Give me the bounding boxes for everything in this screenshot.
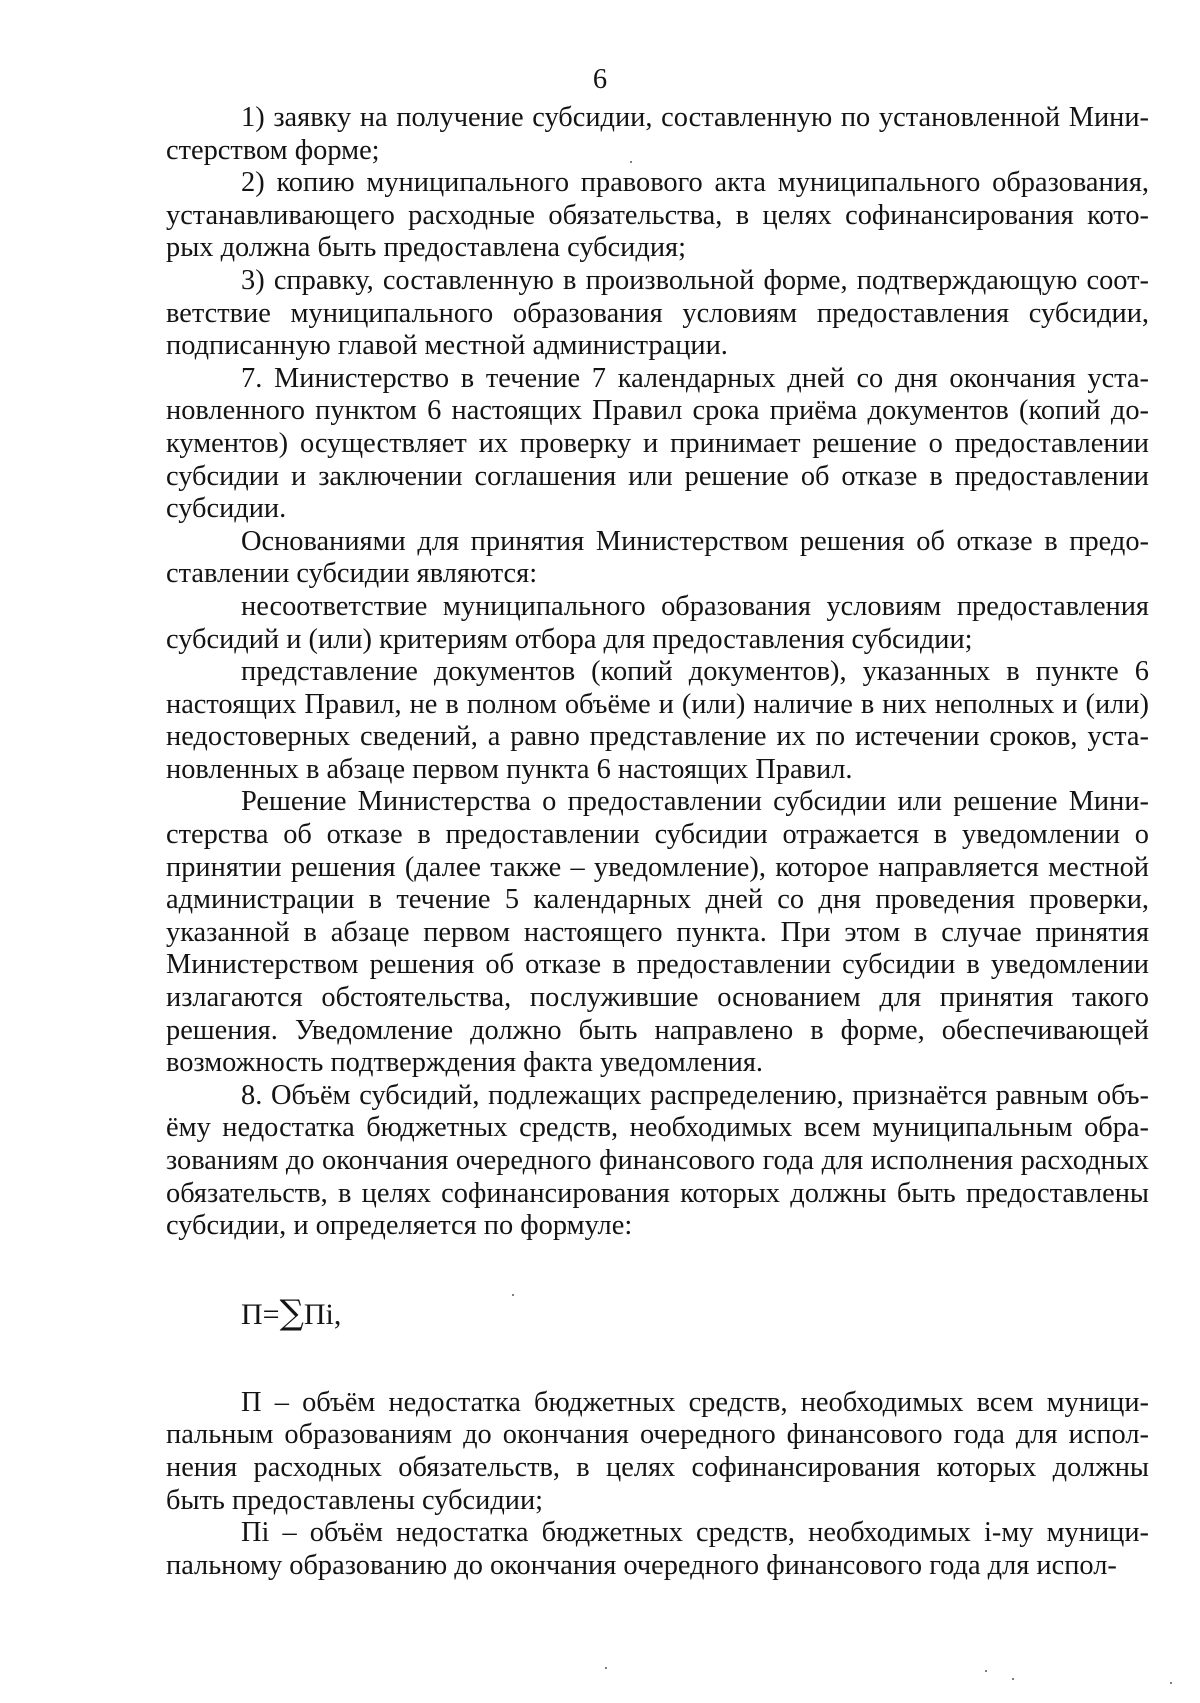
definition-total-shortfall: П – объём недостатка бюджетных средств, необходимых всем муниципальным образованиям до окончания очередного финансового года для исполнения расходных обязательств, в целях софинансирования которых должны быть предоставлены субсидии;	[166, 1386, 1149, 1516]
scan-speck	[630, 161, 632, 163]
scan-speck	[1170, 1682, 1172, 1684]
item-application-form: 1) заявку на получение субсидии, составленную по установленной Министерством форме;	[166, 102, 1149, 166]
definition-municipal-shortfall: Пi – объём недостатка бюджетных средств, необходимых i-му муниципальному образованию до окончания очередного финансового года для испол-	[166, 1517, 1149, 1581]
scan-speck	[512, 1294, 514, 1296]
formula-rhs: Пi,	[303, 1297, 342, 1331]
item-compliance-certificate: 3) справку, составленную в произвольной форме, подтверждающую соответствие муниципального образования условиям предоставления субсидии, подписанную главой местной администрации.	[166, 264, 1149, 362]
clause-8-subsidy-volume: 8. Объём субсидий, подлежащих распределению, признаётся равным объёму недостатка бюджетных средств, необходимых всем муниципальным образованиям до окончания очередного финансового года для исполнения расходных обязательств, в целях софинансирования которых должны быть предоставлены субсидии, и определяется по формуле:	[166, 1079, 1149, 1242]
scan-speck	[1012, 1678, 1014, 1680]
item-legal-act-copy: 2) копию муниципального правового акта муниципального образования, устанавливающего расходные обязательства, в целях софинансирования которых должна быть предоставлена субсидия;	[166, 167, 1149, 264]
refusal-ground-incomplete-docs: представление документов (копий документов), указанных в пункте 6 настоящих Правил, не в полном объёме и (или) наличие в них неполных и (или) недостоверных сведений, а равно представление их по истечении сроков, установленных в абзаце первом пункта 6 настоящих Правил.	[166, 656, 1149, 785]
formula	[166, 1283, 1149, 1345]
sigma-symbol: ∑	[279, 1292, 304, 1333]
formula-lhs: П=	[241, 1297, 280, 1331]
body-text	[166, 102, 1149, 1582]
page-number: 6	[592, 64, 608, 95]
clause-7-review: 7. Министерство в течение 7 календарных дней со дня окончания установленного пунктом 6 настоящих Правил срока приёма документов (копий документов) осуществляет их проверку и принимает решение о предоставлении субсидии и заключении соглашения или решение об отказе в предоставлении субсидии.	[166, 362, 1149, 525]
refusal-grounds-intro: Основаниями для принятия Министерством решения об отказе в предоставлении субсидии являются:	[166, 525, 1149, 590]
scan-speck	[605, 1667, 607, 1669]
scan-speck	[985, 1670, 987, 1672]
decision-notification: Решение Министерства о предоставлении субсидии или решение Министерства об отказе в предоставлении субсидии отражается в уведомлении о принятии решения (далее также – уведомление), которое направляется местной администрации в течение 5 календарных дней со дня проведения проверки, указанной в абзаце первом настоящего пункта. При этом в случае принятия Министерством решения об отказе в предоставлении субсидии в уведомлении излагаются обстоятельства, послужившие основанием для принятия такого решения. Уведомление должно быть направлено в форме, обеспечивающей возможность подтверждения факта уведомления.	[166, 786, 1149, 1079]
refusal-ground-noncompliance: несоответствие муниципального образования условиям предоставления субсидий и (или) критериям отбора для предоставления субсидии;	[166, 590, 1149, 655]
